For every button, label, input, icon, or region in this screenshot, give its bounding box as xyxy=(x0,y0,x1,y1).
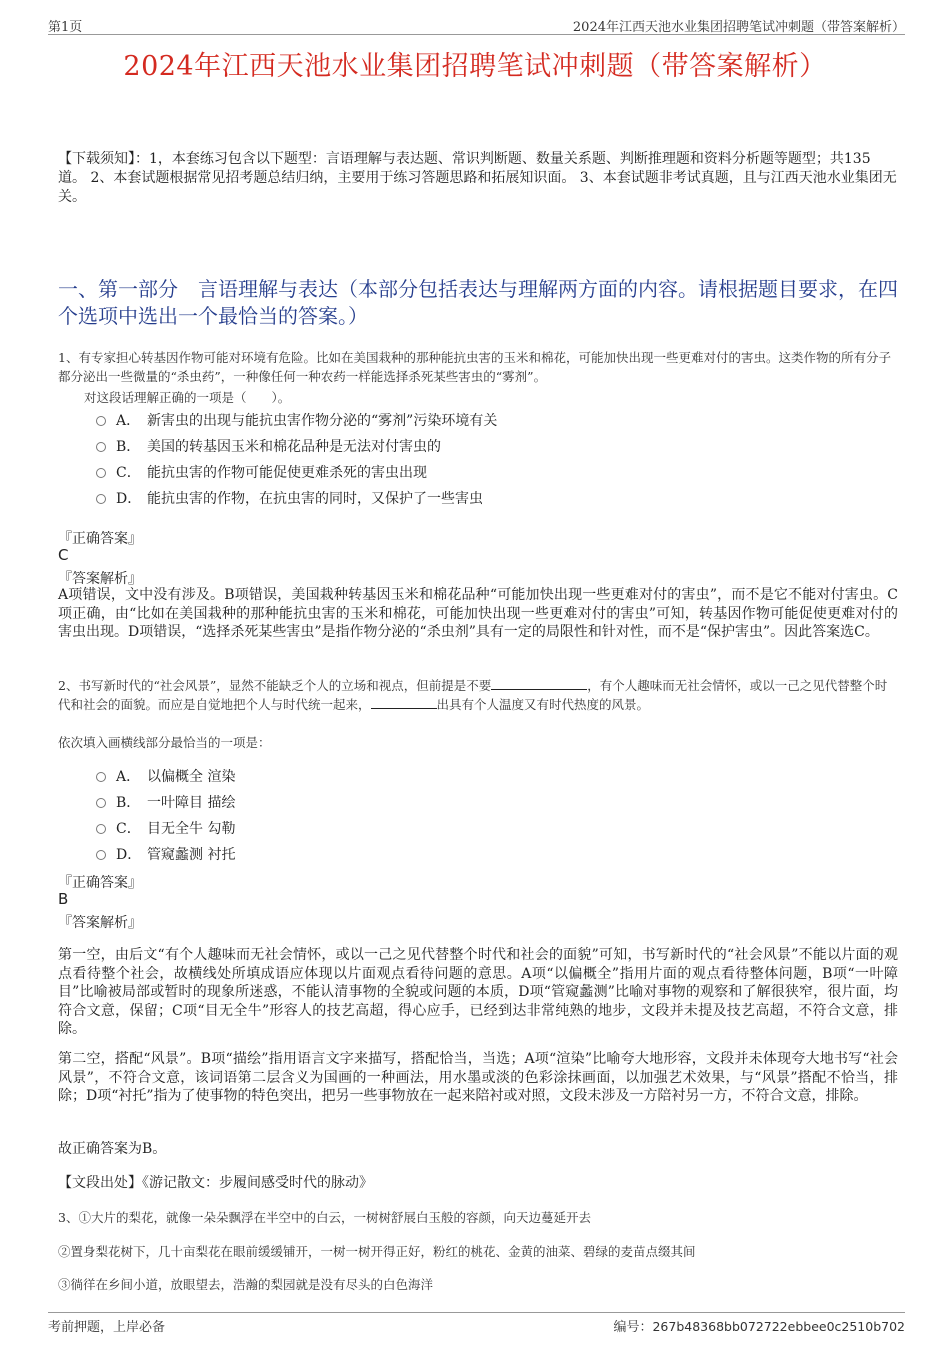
radio-icon[interactable] xyxy=(96,798,106,808)
option-c[interactable]: C． 能抗虫害的作物可能促使更难杀死的害虫出现 xyxy=(96,462,427,482)
download-notice: 【下载须知】：1，本套练习包含以下题型：言语理解与表达题、常识判断题、数量关系题、判断推理题和资料分析题等题型；共135道。 2、本套试题根据常见招考题总结归纳，主要用于练习答题思路和拓展知识面。 3、本套试题非考试真题，且与江西天池水业集团无关。 xyxy=(58,151,897,205)
footer-slogan: 考前押题，上岸必备 xyxy=(48,1320,166,1335)
fill-blank-2 xyxy=(371,696,437,709)
answer-value: B xyxy=(58,890,69,908)
radio-icon[interactable] xyxy=(96,468,106,478)
option-b[interactable]: B． 一叶障目 描绘 xyxy=(96,792,235,812)
answer-label: 『正确答案』 xyxy=(58,531,142,547)
radio-icon[interactable] xyxy=(96,824,106,834)
question-3-sentence-1: 3、①大片的梨花，就像一朵朵飘浮在半空中的白云，一树树舒展白玉般的容颜，向天边蔓延开去 xyxy=(58,1210,591,1225)
answer-label: 『正确答案』 xyxy=(58,875,142,891)
option-c[interactable]: C． 目无全牛 勾勒 xyxy=(96,818,235,838)
page-header xyxy=(48,14,905,35)
radio-icon[interactable] xyxy=(96,850,106,860)
section-title: 一、第一部分 言语理解与表达（本部分包括表达与理解两方面的内容。请根据题目要求，在四个选项中选出一个最恰当的答案。） xyxy=(58,277,898,328)
header-doc-title: 2024年江西天池水业集团招聘笔试冲刺题（带答案解析） xyxy=(572,20,905,35)
option-a[interactable]: A． 新害虫的出现与能抗虫害作物分泌的“雾剂”污染环境有关 xyxy=(96,410,497,430)
footer-code: 编号：267b48368bb072722ebbee0c2510b702 xyxy=(613,1319,905,1335)
document-title: 2024年江西天池水业集团招聘笔试冲刺题（带答案解析） xyxy=(123,51,827,82)
question-1-stem: 1、有专家担心转基因作物可能对环境有危险。比如在美国栽种的那种能抗虫害的玉米和棉花，可能加快出现一些更难对付的害虫。这类作物的所有分子都分泌出一些微量的“杀虫药”，一种像任何一种农药一样能选择杀死某些害虫的“雾剂”。 xyxy=(58,350,891,384)
page-number: 第1页 xyxy=(48,20,83,35)
option-a[interactable]: A． 以偏概全 渲染 xyxy=(96,766,235,786)
question-2-stem: 2、书写新时代的“社会风景”，显然不能缺乏个人的立场和视点，但前提是不要 ，有个人趣味而无社会情怀，或以一己之见代替整个时代和社会的面貌。而应是自觉地把个人与时代统一起来， 出具有个人温度又有时代热度的风景。 xyxy=(58,678,888,712)
question-1-ask: 对这段话理解正确的一项是（ ）。 xyxy=(84,390,291,405)
analysis-label: 『答案解析』 xyxy=(58,915,142,931)
radio-icon[interactable] xyxy=(96,772,106,782)
radio-icon[interactable] xyxy=(96,416,106,426)
option-b[interactable]: B． 美国的转基因玉米和棉花品种是无法对付害虫的 xyxy=(96,436,441,456)
question-2-source: 【文段出处】《游记散文：步履间感受时代的脉动》 xyxy=(58,1175,373,1191)
fill-blank-1 xyxy=(491,677,587,690)
question-3-sentence-2: ②置身梨花树下，几十亩梨花在眼前缓缓铺开，一树一树开得正好，粉红的桃花、金黄的油菜、碧绿的麦苗点缀其间 xyxy=(58,1244,696,1259)
question-2-analysis-2: 第二空，搭配“风景”。B项“描绘”指用语言文字来描写，搭配恰当，当选；A项“渲染”比喻夸大地形容，文段并未体现夸大地书写“社会风景”，不符合文意，该词语第二层含义为国画的一种画法，用水墨或淡的色彩涂抹画面，以加强艺术效果，与“风景”搭配不恰当，排除；D项“衬托”指为了使事物的特色突出，把另一些事物放在一起来陪衬或对照，文段未涉及一方陪衬另一方，不符合文意，排除。 xyxy=(58,1051,898,1104)
radio-icon[interactable] xyxy=(96,494,106,504)
question-2-ask: 依次填入画横线部分最恰当的一项是： xyxy=(58,735,271,750)
answer-value: C xyxy=(58,546,69,564)
question-2-conclusion: 故正确答案为B。 xyxy=(58,1141,167,1157)
question-2-analysis-1: 第一空，由后文“有个人趣味而无社会情怀，或以一己之见代替整个时代和社会的面貌”可知，书写新时代的“社会风景”不能以片面的观点看待整个社会，故横线处所填成语应体现以片面观点看待问题的意思。A项“以偏概全”指用片面的观点看待整体问题，B项“一叶障目”比喻被局部或暂时的现象所迷惑，不能认清事物的全貌或问题的本质，D项“管窥蠡测”比喻对事物的观察和了解很狭窄，很片面，均符合文意，保留；C项“目无全牛”形容人的技艺高超，得心应手，已经到达非常纯熟的地步，文段并未提及技艺高超，不符合文意，排除。 xyxy=(58,947,898,1037)
question-1-analysis: A项错误，文中没有涉及。B项错误，美国栽种转基因玉米和棉花品种“可能加快出现一些更难对付的害虫”，而不是它不能对付害虫。C项正确，由“比如在美国栽种的那种能抗虫害的玉米和棉花，可能加快出现一些更难对付的害虫”可知，转基因作物可能促使更难对付的害虫出现。D项错误，“选择杀死某些害虫”是指作物分泌的“杀虫剂”具有一定的局限性和针对性，而不是“保护害虫”。因此答案选C。 xyxy=(58,587,898,640)
option-d[interactable]: D． 能抗虫害的作物，在抗虫害的同时，又保护了一些害虫 xyxy=(96,488,483,508)
analysis-label: 『答案解析』 xyxy=(58,571,142,587)
question-3-sentence-3: ③徜徉在乡间小道，放眼望去，浩瀚的梨园就是没有尽头的白色海洋 xyxy=(58,1277,434,1292)
page-footer xyxy=(48,1312,905,1335)
radio-icon[interactable] xyxy=(96,442,106,452)
option-d[interactable]: D． 管窥蠡测 衬托 xyxy=(96,844,235,864)
